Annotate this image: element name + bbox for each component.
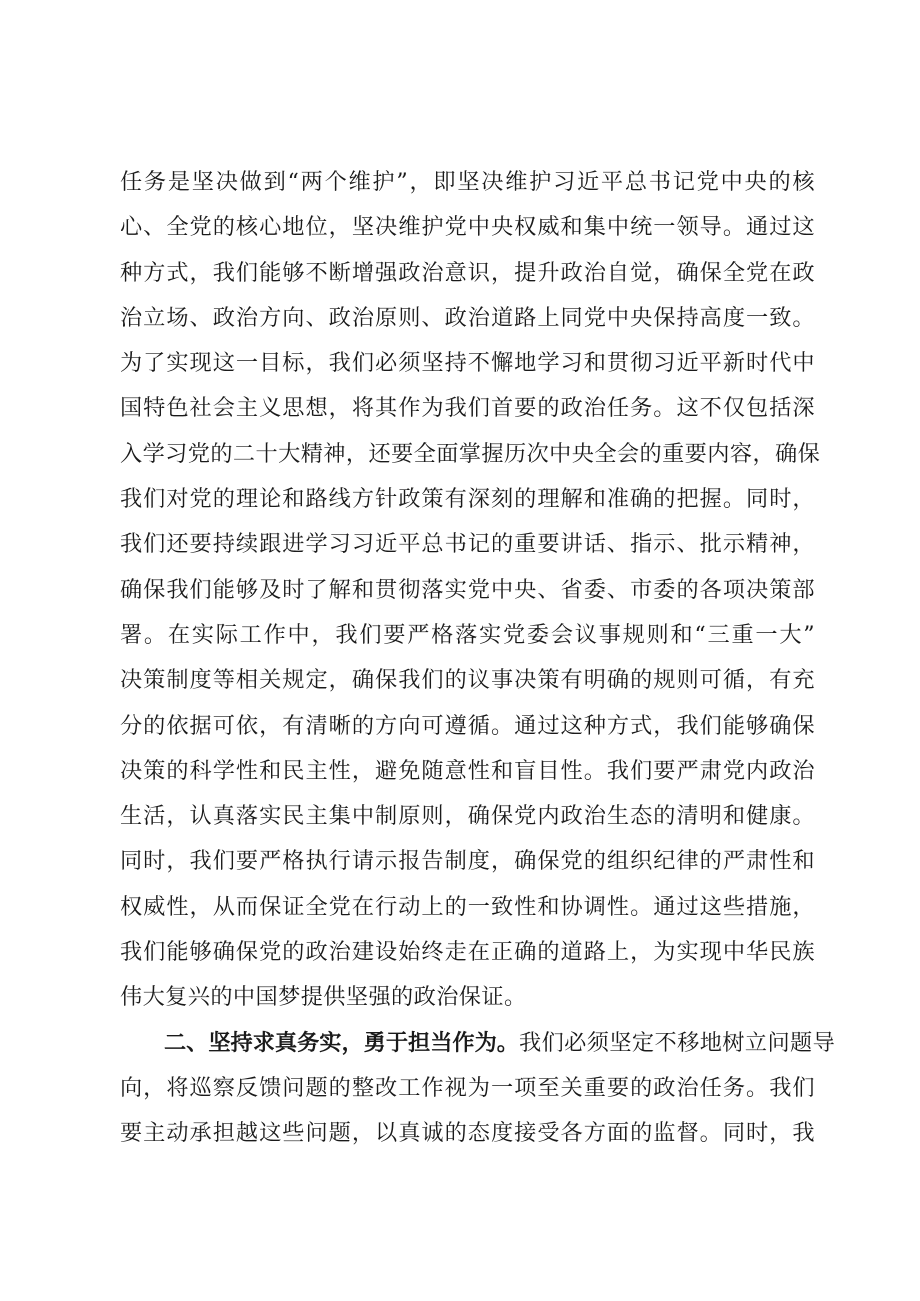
paragraph-line: 署。在实际工作中，我们要严格落实党委会议事规则和“三重一大” — [120, 621, 815, 648]
paragraph-line: 任务是坚决做到“两个维护”，即坚决维护习近平总书记党中央的核 — [120, 169, 815, 195]
paragraph-line: 为了实现这一目标，我们必须坚持不懈地学习和贯彻习近平新时代中 — [120, 350, 815, 377]
paragraph-line: 入学习党的二十大精神，还要全面掌握历次中央全会的重要内容，确保 — [120, 440, 821, 467]
paragraph-line: 决策制度等相关规定，确保我们的议事决策有明确的规则可循，有充 — [120, 667, 815, 694]
document-body — [120, 160, 836, 1157]
paragraph-line: 要主动承担越这些问题，以真诚的态度接受各方面的监督。同时，我 — [120, 1120, 815, 1147]
paragraph-line: 决策的科学性和民主性，避免随意性和盲目性。我们要严肃党内政治 — [120, 757, 815, 784]
paragraph-line: 心、全党的核心地位，坚决维护党中央权威和集中统一领导。通过这 — [120, 214, 815, 241]
paragraph-line: 种方式，我们能够不断增强政治意识，提升政治自觉，确保全党在政 — [120, 259, 815, 286]
section-heading-line-rest: 我们必须坚定不移地树立问题导 — [519, 1029, 836, 1056]
paragraph-line: 我们能够确保党的政治建设始终走在正确的道路上，为实现中华民族 — [120, 939, 815, 966]
paragraph-line: 权威性，从而保证全党在行动上的一致性和协调性。通过这些措施， — [120, 893, 815, 920]
paragraph-line: 治立场、政治方向、政治原则、政治道路上同党中央保持高度一致。 — [120, 304, 815, 331]
paragraph-line: 国特色社会主义思想，将其作为我们首要的政治任务。这不仅包括深 — [120, 395, 815, 422]
section-heading: 二、坚持求真务实，勇于担当作为。 — [164, 1029, 519, 1056]
paragraph-line: 确保我们能够及时了解和贯彻落实党中央、省委、市委的各项决策部 — [120, 576, 815, 603]
paragraph-line: 生活，认真落实民主集中制原则，确保党内政治生态的清明和健康。 — [120, 803, 815, 830]
paragraph-line: 我们对党的理论和路线方针政策有深刻的理解和准确的把握。同时， — [120, 486, 815, 513]
paragraph-line: 向，将巡察反馈问题的整改工作视为一项至关重要的政治任务。我们 — [120, 1074, 815, 1101]
paragraph-last-line: 伟大复兴的中国梦提供坚强的政治保证。 — [120, 984, 527, 1011]
paragraph-line: 分的依据可依，有清晰的方向可遵循。通过这种方式，我们能够确保 — [120, 712, 815, 739]
paragraph-line: 同时，我们要严格执行请示报告制度，确保党的组织纪律的严肃性和 — [120, 848, 815, 875]
paragraph-line: 我们还要持续跟进学习习近平总书记的重要讲话、指示、批示精神， — [120, 531, 815, 558]
section-heading-line — [120, 1021, 836, 1066]
